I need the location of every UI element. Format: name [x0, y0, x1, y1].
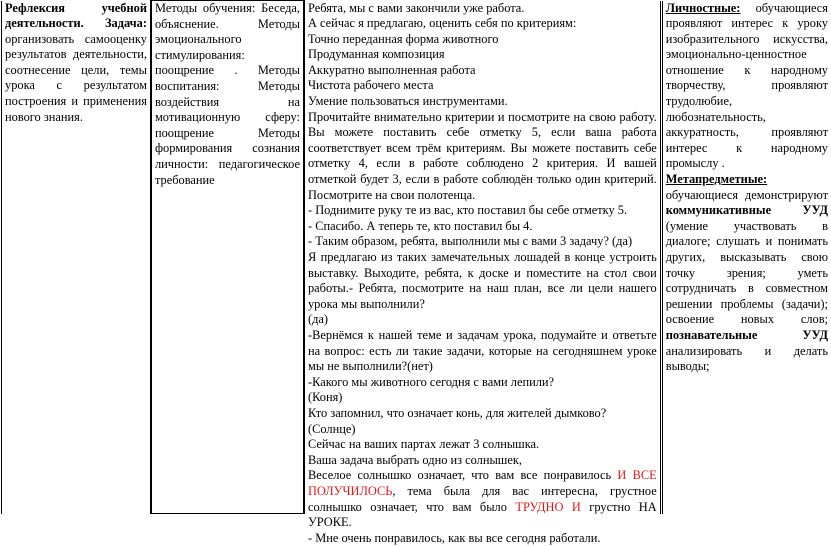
paragraph: - Спасибо. А теперь те, кто поставил бы 4. [308, 219, 657, 235]
paragraph: (Солнце) [308, 422, 657, 438]
table-row [2, 1, 831, 514]
stage-heading: Рефлексия учебной деятельности. [5, 1, 147, 31]
meta-label: Метапредметные: [666, 172, 767, 186]
paragraph: Сейчас на ваших партах лежат 3 солнышка. [308, 437, 657, 453]
criterion: Продуманная композиция [308, 47, 657, 63]
paragraph: Ваша задача выбрать одно из солнышек, [308, 453, 657, 469]
lesson-table [1, 0, 831, 514]
paragraph: - Таким образом, ребята, выполнили мы с вами 3 задачу? (да) [308, 234, 657, 250]
methods-cell [151, 1, 304, 514]
task-text: организовать самооценку результатов деятельности, соотнесение цели, темы урока с результатом построения и применения нового знания. [5, 32, 147, 124]
personal-text: обучающиеся проявляют интерес к уроку изобразительного искусства, эмоционально-ценностное отношение к народному творчеству, проявляют трудолюбие, любознательность, аккуратность, проявляют интерес к народному промыслу . [666, 1, 828, 171]
cognitive-label: познавательные УУД [666, 328, 828, 342]
cognitive-text: анализировать и делать выводы; [666, 344, 828, 374]
highlight-text: ТРУДНО И [515, 500, 580, 514]
paragraph: (да) [308, 312, 657, 328]
stage-cell [2, 1, 151, 514]
methods-text: Методы обучения: Беседа, объяснение. Методы эмоционального стимулирования: поощрение . Методы воспитания: Методы воздействия на мотивационную сферу: поощрение Методы формирования сознания личности: педагогическое требование [155, 1, 300, 513]
text-run: , тема была для вас интересна, грустное солнышко означает, что вам было [308, 484, 657, 514]
paragraph: Я предлагаю из таких замечательных лошадей в конце устроить выставку. Выходите, ребята, к доске и поместите на стол свои работы.- Ребята, посмотрите на наш план, все ли цели нашего урока мы выполнили? [308, 250, 657, 312]
paragraph: Ребята, мы с вами закончили уже работа. [308, 1, 657, 17]
paragraph: - Мне очень понравилось, как вы все сегодня работали. [308, 531, 657, 546]
criterion: Чистота рабочего места [308, 78, 657, 94]
meta-text: обучающиеся демонстрируют [666, 188, 828, 202]
paragraph: -Какого мы животного сегодня с вами лепили? [308, 375, 657, 391]
paragraph [308, 468, 657, 530]
paragraph: А сейчас я предлагаю, оценить себя по критериям: [308, 16, 657, 32]
task-label: Задача: [105, 16, 147, 30]
communicative-label: коммуникативные УУД [666, 203, 828, 217]
teacher-activity-cell [304, 1, 661, 514]
highlight-text: И ВСЕ ПОЛУЧИЛОСЬ [308, 468, 657, 498]
text-run: Веселое солнышко означает, что вам все понравилось [308, 468, 611, 482]
paragraph: -Вернёмся к нашей теме и задачам урока, подумайте и ответьте на вопрос: есть ли такие задачи, которые на сегодняшнем уроке мы не выполнили?(нет) [308, 328, 657, 375]
personal-label: Личностные: [666, 1, 741, 15]
outcomes-cell [661, 1, 831, 514]
paragraph: (Коня) [308, 390, 657, 406]
criterion: Умение пользоваться инструментами. [308, 94, 657, 110]
criterion: Аккуратно выполненная работа [308, 63, 657, 79]
text-run: грустно НА УРОКЕ. [308, 500, 657, 530]
paragraph: Прочитайте внимательно критерии и посмотрите на свою работу. Вы можете поставить себе отметку 5, если ваша работа соответствует всем трём критериям. Вы можете поставить себе отметку 4, если в работе соблюдено 2 критерия. И вашей отметкой будет 3, если в работе соблюдён только один критерий. Посмотрите на свои полотенца. [308, 110, 657, 204]
communicative-text: (умение участвовать в диалоге; слушать и понимать других, высказывать свою точку зрения; уметь сотрудничать в совместном решении проблемы (задачи); освоение новых слов; [666, 219, 828, 327]
criterion: Точно переданная форма животного [308, 32, 657, 48]
paragraph: - Поднимите руку те из вас, кто поставил бы себе отметку 5. [308, 203, 657, 219]
paragraph: Кто запомнил, что означает конь, для жителей дымково? [308, 406, 657, 422]
